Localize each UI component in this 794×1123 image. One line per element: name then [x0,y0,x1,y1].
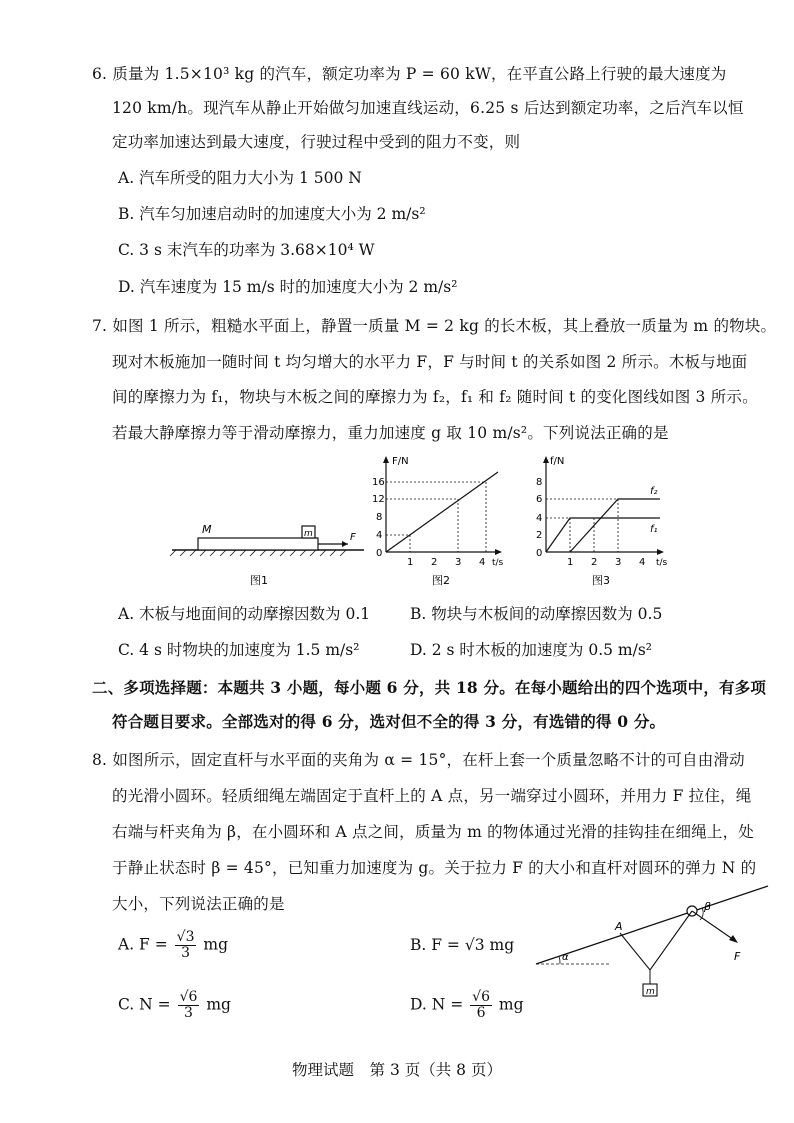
fig3-ytick-6: 6 [536,494,543,505]
fig2-caption: 图2 [432,574,450,587]
fig3-xtick-4: 4 [639,557,646,568]
fig3-caption: 图3 [592,574,610,587]
fig3-ytick-0: 0 [536,548,543,559]
fig2-ylabel: F/N [392,456,409,467]
q6-stem-line-3: 定功率加速达到最大速度，行驶过程中受到的阻力不变，则 [112,133,521,151]
q7-figure-3 [528,452,678,592]
fig2-ytick-16: 16 [372,477,385,488]
q7-option-d: D. 2 s 时木板的加速度为 0.5 m/s² [410,641,652,659]
q6-stem-line-2: 120 km/h。现汽车从静止开始做匀加速直线运动，6.25 s 后达到额定功率，之后汽车以恒 [112,99,744,117]
fig3-xtick-3: 3 [615,557,622,568]
fig8-label-alpha: α [562,952,569,963]
fig3-ytick-8: 8 [536,477,543,488]
q7-stem-line-2: 现对木板施加一随时间 t 均匀增大的水平力 F，F 与时间 t 的关系如图 2 所示。木板与地面 [112,353,748,371]
fig3-xtick-1: 1 [567,557,574,568]
q8-option-a: A. F = $\frac{√3}{3}$ mg [118,929,229,961]
fig2-ytick-12: 12 [372,494,385,505]
fig8-label-beta: β [704,900,712,913]
q7-option-a: A. 木板与地面间的动摩擦因数为 0.1 [118,605,371,623]
q8-stem-line-5: 大小，下列说法正确的是 [112,895,285,913]
fig3-xlabel: t/s [656,558,668,568]
q6-option-d: D. 汽车速度为 15 m/s 时的加速度大小为 2 m/s² [118,278,458,296]
fig2-ytick-4: 4 [376,530,383,541]
q8-figure [530,880,770,1010]
q8-option-b: B. F = √3 mg [410,936,515,954]
fig1-label-M: M [202,523,212,536]
fig8-label-A: A [615,920,623,933]
q7-figure-1 [168,500,368,590]
q7-option-b: B. 物块与木板间的动摩擦因数为 0.5 [410,605,663,623]
q6-option-a: A. 汽车所受的阻力大小为 1 500 N [118,169,362,187]
q6-option-c: C. 3 s 末汽车的功率为 3.68×10⁴ W [118,241,375,259]
q6-stem-line-1: 6. 质量为 1.5×10³ kg 的汽车，额定功率为 P = 60 kW，在平直公路上行驶的最大速度为 [92,65,727,83]
q7-stem-line-1: 7. 如图 1 所示，粗糙水平面上，静置一质量 M = 2 kg 的长木板，其上叠放一质量为 m 的物块。 [92,317,777,335]
fig2-xtick-2: 2 [431,557,438,568]
fig2-xtick-1: 1 [407,557,414,568]
fig3-ylabel: f/N [550,456,565,467]
fig3-ytick-2: 2 [536,530,543,541]
fig3-xtick-2: 2 [591,557,598,568]
fig1-label-F: F [350,532,356,543]
f2-line [570,499,660,552]
q8-stem-line-3: 右端与杆夹角为 β，在小圆环和 A 点之间，质量为 m 的物体通过光滑的挂钩挂在细绳上，处 [112,823,754,841]
section2-header-line-1: 二、多项选择题：本题共 3 小题，每小题 6 分，共 18 分。在每小题给出的四个选项中，有多项 [92,678,767,697]
page-footer: 物理试题 第 3 页（共 8 页） [292,1061,502,1079]
fig8-label-F: F [734,950,741,963]
q8-option-c: C. N = $\frac{√6}{3}$ mg [118,989,231,1021]
q7-option-c: C. 4 s 时物块的加速度为 1.5 m/s² [118,641,360,659]
fig1-caption: 图1 [250,574,268,587]
section2-header-line-2: 符合题目要求。全部选对的得 6 分，选对但不全的得 3 分，有选错的得 0 分。 [112,712,666,731]
q8-stem-line-2: 的光滑小圆环。轻质细绳左端固定于直杆上的 A 点，另一端穿过小圆环，并用力 F 拉住，绳 [112,787,752,805]
q8-option-d: D. N = $\frac{√6}{6}$ mg [410,989,524,1021]
fig3-ytick-4: 4 [536,513,543,524]
rope [620,911,692,970]
q6-option-b: B. 汽车匀加速启动时的加速度大小为 2 m/s² [118,205,426,223]
long-board [198,538,318,550]
fig2-xlabel: t/s [492,558,504,568]
fig3-label-f1: f₁ [650,524,658,535]
q8-stem-line-4: 于静止状态时 β = 45°，已知重力加速度为 g。关于拉力 F 的大小和直杆对圆环的弹力 N 的 [112,859,757,877]
fig8-label-m: m [646,987,655,997]
F-line [386,472,498,552]
fig2-xtick-3: 3 [455,557,462,568]
fig3-label-f2: f₂ [650,486,658,497]
f1-line [546,518,660,552]
q8-stem-line-1: 8. 如图所示，固定直杆与水平面的夹角为 α = 15°，在杆上套一个质量忽略不计的可自由滑动 [92,751,745,769]
fig2-ytick-0: 0 [376,548,383,559]
fig2-ytick-8: 8 [376,512,383,523]
q7-stem-line-4: 若最大静摩擦力等于滑动摩擦力，重力加速度 g 取 10 m/s²。下列说法正确的是 [112,424,669,442]
q7-figure-2 [368,452,518,592]
q7-stem-line-3: 间的摩擦力为 f₁，物块与木板之间的摩擦力为 f₂，f₁ 和 f₂ 随时间 t 的变化图线如图 3 所示。 [112,388,758,406]
fig2-xtick-4: 4 [479,557,486,568]
fig1-label-m: m [304,529,313,539]
